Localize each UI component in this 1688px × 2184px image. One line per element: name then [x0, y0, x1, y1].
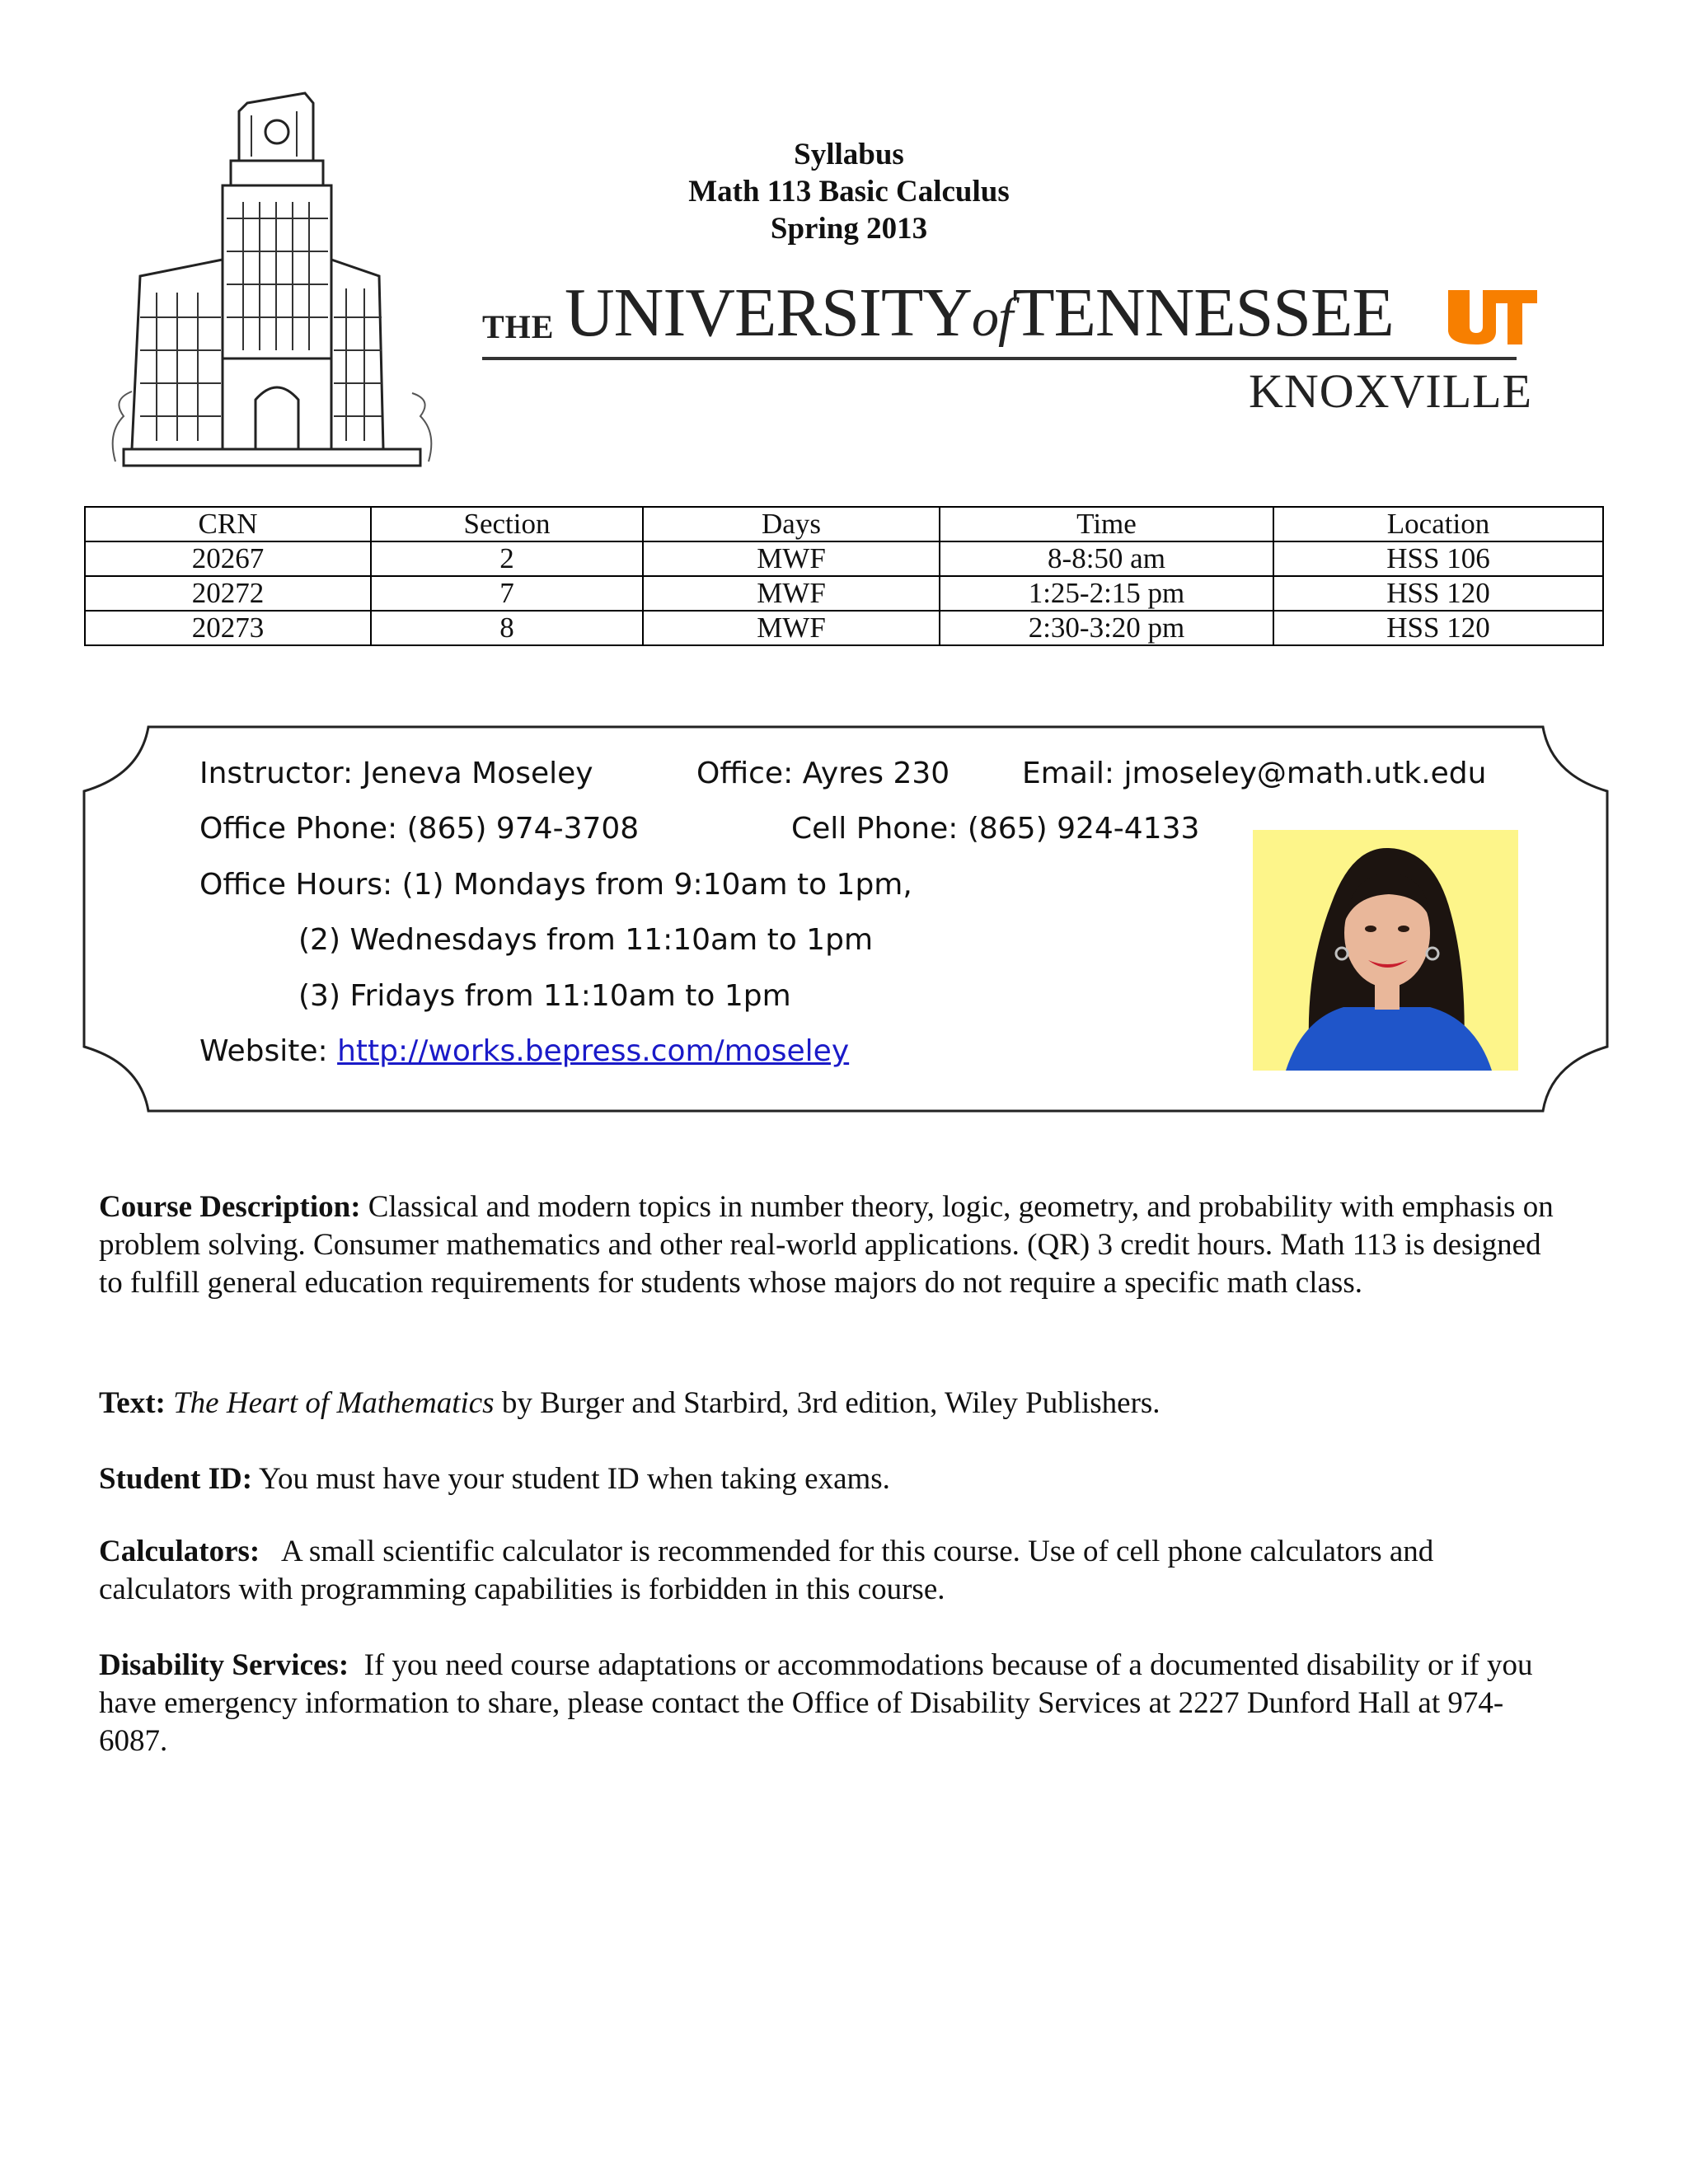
cell-days: MWF — [643, 541, 940, 576]
office-hours-3: (3) Fridays from 11:10am to 1pm — [298, 979, 791, 1013]
course-description — [99, 1188, 1558, 1302]
logo-knoxville: KNOXVILLE — [1249, 364, 1533, 418]
cell-location: HSS 120 — [1273, 611, 1603, 645]
schedule-table — [84, 506, 1604, 646]
tower-illustration — [107, 87, 437, 474]
cell-crn: 20273 — [85, 611, 371, 645]
disability-section — [99, 1647, 1558, 1760]
office-phone: Office Phone: (865) 974-3708 — [199, 812, 640, 846]
logo-the: THE — [482, 308, 555, 345]
website-link[interactable]: http://works.bepress.com/moseley — [337, 1034, 850, 1068]
table-row — [85, 611, 1603, 645]
cell-section: 2 — [371, 541, 643, 576]
instructor-info-box — [82, 725, 1609, 1113]
student-id-section — [99, 1460, 1558, 1498]
cell-crn: 20267 — [85, 541, 371, 576]
logo-university: UNIVERSITY — [565, 274, 972, 351]
instructor-photo — [1253, 830, 1518, 1071]
calculators-text: A small scientific calculator is recommended for this course. Use of cell phone calculators and calculators with programming capabilities is forbidden in this course. — [99, 1535, 1442, 1606]
cell-section: 8 — [371, 611, 643, 645]
cell-time: 8-8:50 am — [940, 541, 1273, 576]
disability-text: If you need course adaptations or accommodations because of a documented disability or if you have emergency information to share, please contact the Office of Disability Services at 2227 Dunford Hall at 974-6087. — [99, 1648, 1540, 1758]
header-time: Time — [940, 507, 1273, 541]
course-description-label: Course Description: — [99, 1190, 361, 1224]
instructor-office: Office: Ayres 230 — [696, 757, 950, 790]
instructor-name: Instructor: Jeneva Moseley — [199, 757, 593, 790]
cell-phone: Cell Phone: (865) 924-4133 — [791, 812, 1200, 846]
instructor-email: Email: jmoseley@math.utk.edu — [1022, 757, 1487, 790]
title-line-course: Math 113 Basic Calculus — [688, 175, 1010, 209]
header-location: Location — [1273, 507, 1603, 541]
cell-time: 2:30-3:20 pm — [940, 611, 1273, 645]
logo-of: of — [971, 288, 1013, 348]
cell-crn: 20272 — [85, 576, 371, 611]
table-row — [85, 541, 1603, 576]
table-row — [85, 576, 1603, 611]
logo-wordmark — [565, 272, 1394, 359]
calculators-section — [99, 1533, 1558, 1609]
logo-tennessee: TENNESSEE — [1012, 274, 1394, 351]
cell-days: MWF — [643, 576, 940, 611]
header-days: Days — [643, 507, 940, 541]
cell-days: MWF — [643, 611, 940, 645]
syllabus-title — [577, 136, 1121, 247]
office-hours-1: Office Hours: (1) Mondays from 9:10am to 1pm, — [199, 868, 912, 902]
website-line — [199, 1033, 849, 1070]
university-logo — [482, 272, 1545, 420]
header-crn: CRN — [85, 507, 371, 541]
cell-section: 7 — [371, 576, 643, 611]
cell-location: HSS 120 — [1273, 576, 1603, 611]
website-label: Website: — [199, 1034, 338, 1068]
table-header-row — [85, 507, 1603, 541]
book-title: The Heart of Mathematics — [173, 1386, 495, 1420]
calculators-label: Calculators: — [99, 1535, 260, 1568]
logo-rule — [482, 357, 1517, 360]
cell-location: HSS 106 — [1273, 541, 1603, 576]
header-section: Section — [371, 507, 643, 541]
disability-label: Disability Services: — [99, 1648, 349, 1682]
text-label: Text: — [99, 1386, 166, 1420]
student-id-text: You must have your student ID when taking exams. — [252, 1462, 890, 1496]
text-section — [99, 1385, 1558, 1422]
cell-time: 1:25-2:15 pm — [940, 576, 1273, 611]
book-details: by Burger and Starbird, 3rd edition, Wiley Publishers. — [494, 1386, 1160, 1420]
student-id-label: Student ID: — [99, 1462, 253, 1496]
title-line-term: Spring 2013 — [770, 212, 928, 246]
course-description-text: Classical and modern topics in number theory, logic, geometry, and probability with emphasis on problem solving. Consumer mathematics and other real-world applications. (QR) 3 credit hours. Math 113 is designed to fulfill general education requirements for students whose majors do not require a specific math class. — [99, 1190, 1554, 1300]
office-hours-2: (2) Wednesdays from 11:10am to 1pm — [298, 923, 874, 957]
title-line-syllabus: Syllabus — [794, 138, 904, 171]
ut-mark-icon — [1445, 287, 1540, 346]
